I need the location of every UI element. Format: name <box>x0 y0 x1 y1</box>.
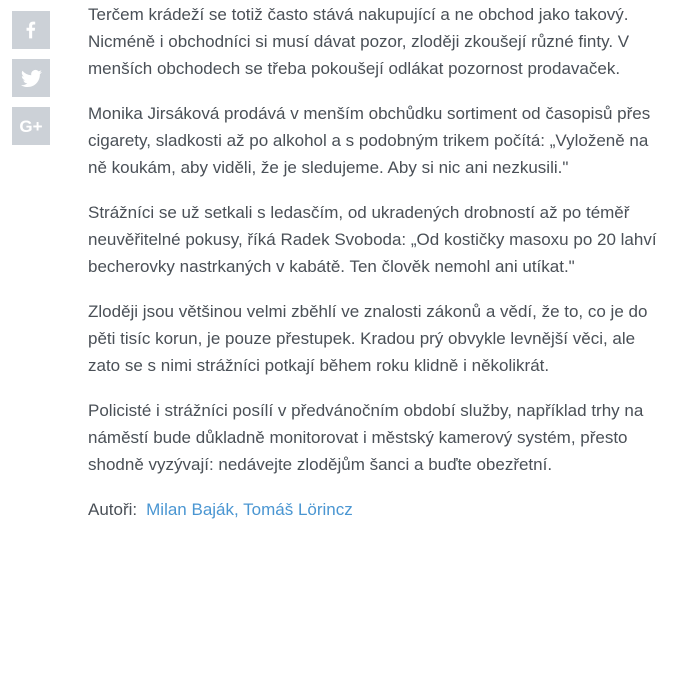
googleplus-share-button[interactable] <box>12 107 50 145</box>
article-paragraph: Zloději jsou většinou velmi zběhlí ve znalosti zákonů a vědí, že to, co je do pěti tisíc korun, je pouze přestupek. Kradou prý obvykle levnější věci, ale zato se s nimi strážníci potkají během roku klidně i několikrát. <box>88 302 648 375</box>
article-paragraph: Strážníci se už setkali s ledasčím, od ukradených drobností až po téměř neuvěřitelné pokusy, říká Radek Svoboda: „Od kostičky masoxu po 20 lahví becherovky nastrkaných v kabátě. Ten člověk nemohl ani utíkat." <box>88 203 657 276</box>
article-paragraph: Policisté i strážníci posílí v předvánočním období služby, například trhy na náměstí bude důkladně monitorovat i městský kamerový systém, přesto shodně vyzývají: nedávejte zlodějům šanci a buďte obezřetní. <box>88 401 644 474</box>
googleplus-icon: G+ <box>19 116 43 136</box>
article-body <box>88 1 663 523</box>
twitter-bird-icon <box>21 68 42 89</box>
facebook-share-button[interactable] <box>12 11 50 49</box>
author-link-milan-bajak[interactable]: Milan Baják <box>146 500 235 519</box>
author-separator: , <box>234 500 244 519</box>
author-link-tomas-lorincz[interactable]: Tomáš Lörincz <box>243 500 353 519</box>
authors-label: Autoři: <box>88 500 138 519</box>
twitter-share-button[interactable] <box>12 59 50 97</box>
article-paragraph: Monika Jirsáková prodává v menším obchůdku sortiment od časopisů přes cigarety, sladkosti až po alkohol a s podobným trikem počítá: „Vyloženě na ně koukám, aby viděli, že je sledujeme. Aby si nic ani nezkusili." <box>88 104 651 177</box>
facebook-f-icon <box>21 20 41 40</box>
article-paragraph: Terčem krádeží se totiž často stává nakupující a ne obchod jako takový. Nicméně i obchodníci si musí dávat pozor, zloději zkoušejí různé finty. V menších obchodech se třeba pokoušejí odlákat pozornost prodavaček. <box>88 5 630 78</box>
social-share-rail <box>12 11 50 145</box>
authors-row <box>88 496 663 523</box>
